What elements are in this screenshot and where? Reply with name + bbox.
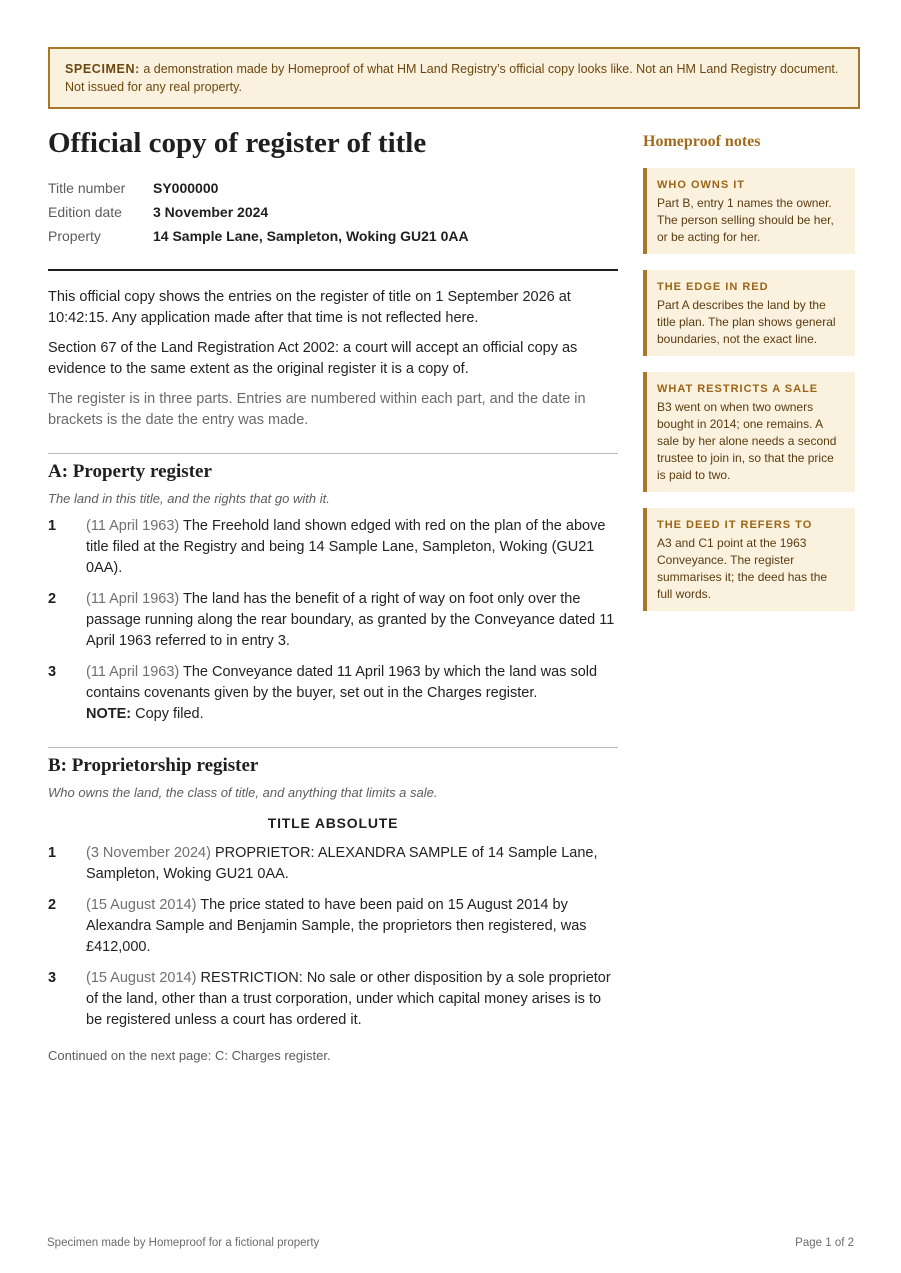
note-body: A3 and C1 point at the 1963 Conveyance. The register summarises it; the deed has the full words. <box>657 536 828 601</box>
entry-body <box>86 895 618 958</box>
footer-specimen-note: Specimen made by Homeproof for a fictional property <box>47 1237 320 1249</box>
entry-body <box>86 589 618 652</box>
divider <box>48 453 618 454</box>
section-b <box>48 753 618 1065</box>
specimen-banner <box>48 47 860 109</box>
intro-paragraph: The register is in three parts. Entries are numbered within each part, and the date in brackets is the date the entry was made. <box>48 391 586 428</box>
section-a-subtitle: The land in this title, and the rights that go with it. <box>48 491 330 506</box>
meta-label: Edition date <box>48 204 122 220</box>
register-entry <box>48 968 618 1031</box>
entry-number: 1 <box>48 845 57 861</box>
entry-note-label: NOTE: <box>86 706 132 722</box>
intro-paragraph: Section 67 of the Land Registration Act 2002: a court will accept an official copy as evidence to the same extent as the original register it is a copy of. <box>48 340 578 377</box>
notes-heading: Homeproof notes <box>643 133 761 150</box>
note-title: WHO OWNS IT <box>657 179 745 191</box>
entry-number: 2 <box>48 591 57 607</box>
note-title: THE DEED IT REFERS TO <box>657 519 813 531</box>
entry-body <box>86 516 618 579</box>
note-card <box>643 372 855 492</box>
section-a <box>48 459 618 725</box>
entry-text: The Conveyance dated 11 April 1963 by which the land was sold contains covenants given by the buyer, set out in the Charges register. <box>86 664 598 701</box>
register-entry <box>48 662 618 725</box>
meta-value: SY000000 <box>153 180 219 196</box>
register-entry <box>48 895 618 958</box>
entry-number: 3 <box>48 970 57 986</box>
entry-date: (11 April 1963) <box>86 664 180 680</box>
note-title: THE EDGE IN RED <box>657 281 769 293</box>
note-body: Part B, entry 1 names the owner. The person selling should be her, or be acting for her. <box>657 196 834 244</box>
section-a-heading: A: Property register <box>48 461 212 482</box>
section-b-subtitle: Who owns the land, the class of title, and anything that limits a sale. <box>48 785 438 800</box>
page-title: Official copy of register of title <box>48 127 427 159</box>
register-entry <box>48 516 618 579</box>
divider <box>48 269 618 271</box>
divider <box>48 747 618 748</box>
note-card <box>643 508 855 611</box>
title-class: TITLE ABSOLUTE <box>267 815 399 831</box>
entry-note-text: Copy filed. <box>131 706 204 722</box>
entry-number: 1 <box>48 518 57 534</box>
entry-text: PROPRIETOR: ALEXANDRA SAMPLE of 14 Sample Lane, Sampleton, Woking GU21 0AA. <box>86 845 598 882</box>
meta-row-edition-date <box>48 200 618 224</box>
note-card <box>643 270 855 356</box>
register-entry <box>48 843 618 885</box>
title-meta <box>48 176 618 248</box>
continued-note: Continued on the next page: C: Charges register. <box>48 1048 331 1063</box>
meta-label: Property <box>48 228 101 244</box>
specimen-label: SPECIMEN: <box>65 62 140 76</box>
entry-body <box>86 662 618 725</box>
meta-value: 3 November 2024 <box>153 204 269 220</box>
entry-body <box>86 843 618 885</box>
entry-text: The price stated to have been paid on 15 August 2014 by Alexandra Sample and Benjamin Sample, the proprietors then registered, was £412,000. <box>86 897 587 955</box>
register-entry <box>48 589 618 652</box>
entry-date: (3 November 2024) <box>86 845 211 861</box>
entry-date: (15 August 2014) <box>86 897 197 913</box>
meta-row-property <box>48 224 618 248</box>
entry-number: 3 <box>48 664 57 680</box>
entry-body <box>86 968 618 1031</box>
meta-value: 14 Sample Lane, Sampleton, Woking GU21 0AA <box>153 228 469 244</box>
entry-date: (15 August 2014) <box>86 970 197 986</box>
homeproof-notes <box>643 131 855 627</box>
entry-text: RESTRICTION: No sale or other disposition by a sole proprietor of the land, other than a trust corporation, under which capital money arises is to be registered unless a court has ordered it. <box>86 970 611 1028</box>
note-title: WHAT RESTRICTS A SALE <box>657 383 819 395</box>
page-number: Page 1 of 2 <box>795 1237 854 1249</box>
section-b-heading: B: Proprietorship register <box>48 755 259 776</box>
intro-paragraph: This official copy shows the entries on the register of title on 1 September 2026 at 10:42:15. Any application made after that time is not reflected here. <box>48 289 571 326</box>
note-card <box>643 168 855 254</box>
entry-number: 2 <box>48 897 57 913</box>
specimen-text: a demonstration made by Homeproof of what HM Land Registry’s official copy looks like. Not an HM Land Registry document. Not issued for any real property. <box>65 62 839 94</box>
entry-text: The land has the benefit of a right of way on foot only over the passage running along the rear boundary, as granted by the Conveyance dated 11 April 1963 referred to in entry 3. <box>86 591 615 649</box>
meta-label: Title number <box>48 180 126 196</box>
note-body: Part A describes the land by the title plan. The plan shows general boundaries, not the exact line. <box>657 298 836 346</box>
note-body: B3 went on when two owners bought in 2014; one remains. A sale by her alone needs a second trustee to join in, so that the price is paid to two. <box>657 400 837 482</box>
register-main <box>48 124 618 1065</box>
entry-text: The Freehold land shown edged with red on the plan of the above title filed at the Registry and being 14 Sample Lane, Sampleton, Woking (GU21 0AA). <box>86 518 606 576</box>
entry-date: (11 April 1963) <box>86 591 180 607</box>
entry-date: (11 April 1963) <box>86 518 180 534</box>
meta-row-title-number <box>48 176 618 200</box>
